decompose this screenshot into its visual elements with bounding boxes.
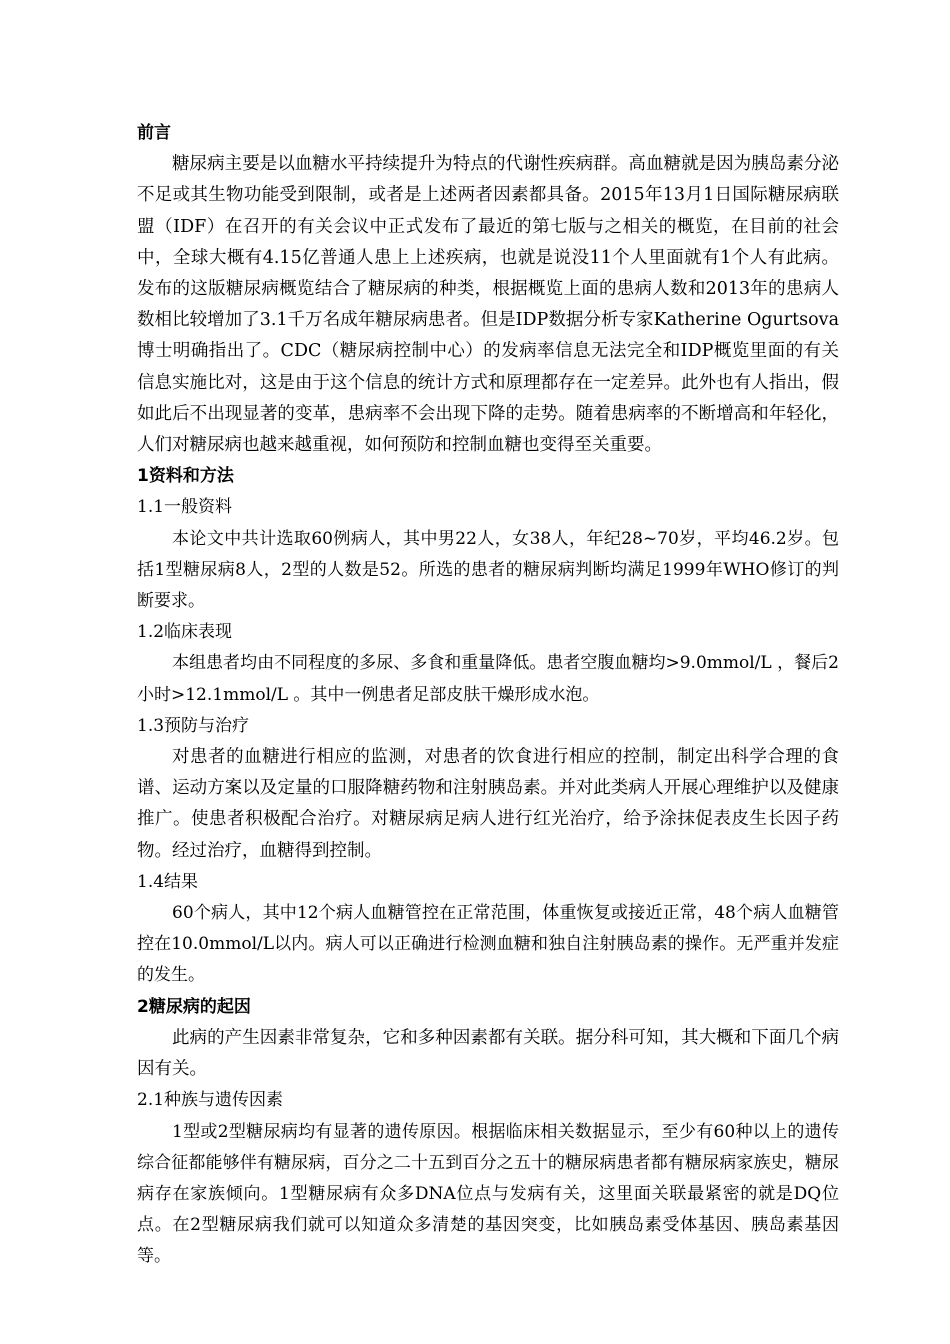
section-1-heading: 1资料和方法 [137,466,234,487]
section-1-1-heading: 1.1一般资料 [137,497,233,518]
section-2-paragraph: 此病的产生因素非常复杂，它和多种因素都有关联。据分科可知，其大概和下面几个病因有关。 [137,1027,839,1080]
section-2-1-heading: 2.1种族与遗传因素 [137,1090,284,1111]
section-1-4-paragraph: 60个病人，其中12个病人血糖管控在正常范围，体重恢复或接近正常，48个病人血糖管控在10.0mmol/L以内。病人可以正确进行检测血糖和独自注射胰岛素的操作。无严重并发症的发生。 [137,903,839,986]
section-1-1-paragraph: 本论文中共计选取60例病人，其中男22人，女38人，年纪28~70岁，平均46.2岁。包括1型糖尿病8人，2型的人数是52。所选的患者的糖尿病判断均满足1999年WHO修订的判断要求。 [137,528,839,612]
document-page [137,118,839,1273]
section-2-1-paragraph: 1型或2型糖尿病均有显著的遗传原因。根据临床相关数据显示，至少有60种以上的遗传综合征都能够伴有糖尿病，百分之二十五到百分之五十的糖尿病患者都有糖尿病家族史，糖尿病存在家族倾向。1型糖尿病有众多DNA位点与发病有关，这里面关联最紧密的就是DQ位点。在2型糖尿病我们就可以知道众多清楚的基因突变，比如胰岛素受体基因、胰岛素基因等。 [137,1121,839,1267]
section-1-2-heading: 1.2临床表现 [137,622,233,643]
section-2-heading: 2糖尿病的起因 [137,996,251,1017]
preface-heading: 前言 [137,123,171,143]
section-1-2-paragraph: 本组患者均由不同程度的多尿、多食和重量降低。患者空腹血糖均>9.0mmol/L ，餐后2小时>12.1mmol/L 。其中一例患者足部皮肤干燥形成水泡。 [137,653,839,705]
section-1-4-heading: 1.4结果 [137,871,199,892]
section-1-3-heading: 1.3预防与治疗 [137,715,250,736]
section-1-3-paragraph: 对患者的血糖进行相应的监测，对患者的饮食进行相应的控制，制定出科学合理的食谱、运动方案以及定量的口服降糖药物和注射胰岛素。并对此类病人开展心理维护以及健康推广。使患者积极配合治疗。对糖尿病足病人进行红光治疗，给予涂抹促表皮生长因子药物。经过治疗，血糖得到控制。 [137,747,839,861]
preface-paragraph: 糖尿病主要是以血糖水平持续提升为特点的代谢性疾病群。高血糖就是因为胰岛素分泌不足或其生物功能受到限制，或者是上述两者因素都具备。2015年13月1日国际糖尿病联盟（IDF）在召开的有关会议中正式发布了最近的第七版与之相关的概览，在目前的社会中，全球大概有4.15亿普通人患上上述疾病，也就是说没11个人里面就有1个人有此病。发布的这版糖尿病概览结合了糖尿病的种类，根据概览上面的患病人数和2013年的患病人数相比较增加了3.1千万名成年糖尿病患者。但是IDP数据分析专家Katherine Ogurtsova博士明确指出了。CDC（糖尿病控制中心）的发病率信息无法完全和IDP概览里面的有关信息实施比对，这是由于这个信息的统计方式和原理都存在一定差异。此外也有人指出，假如此后不出现显著的变革，患病率不会出现下降的走势。随着患病率的不断增高和年轻化，人们对糖尿病也越来越重视，如何预防和控制血糖也变得至关重要。 [137,154,839,456]
